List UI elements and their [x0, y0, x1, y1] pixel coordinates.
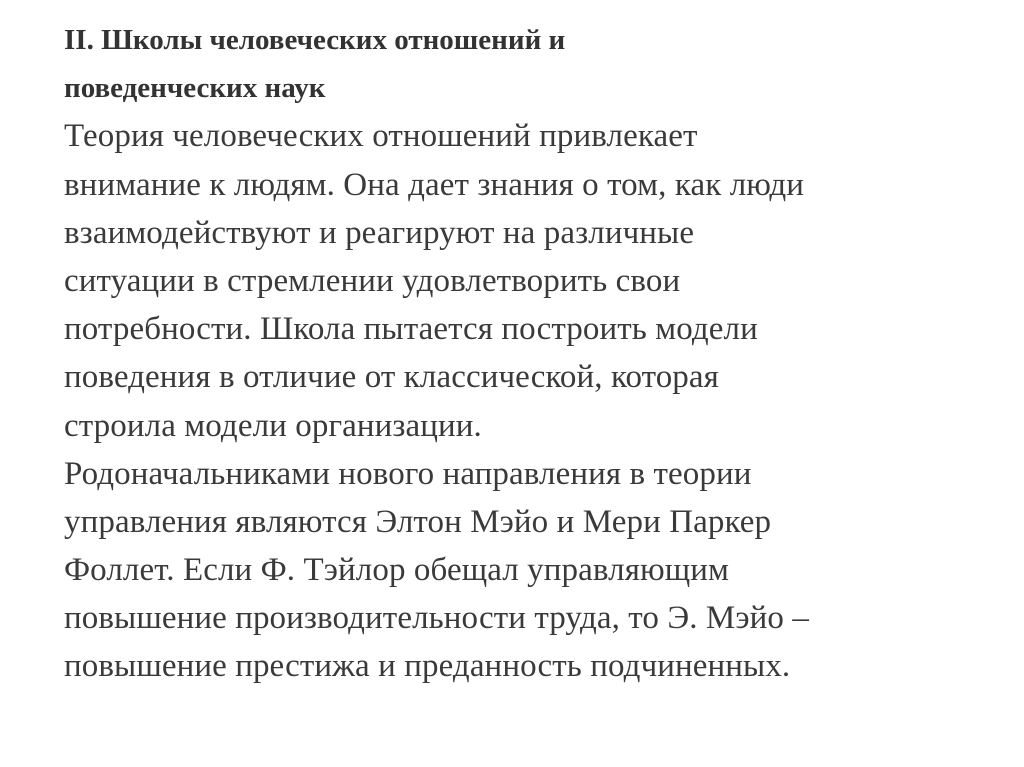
body-line-7: строила модели организации.: [64, 407, 482, 444]
slide-text: [64, 16, 1004, 691]
body-line-2: внимание к людям. Она дает знания о том, как люди: [64, 166, 804, 203]
body-line-5: потребности. Школа пытается построить модели: [64, 311, 758, 348]
body-line-1: Теория человеческих отношений привлекает: [64, 118, 698, 155]
title-line-2: поведенческих наук: [64, 72, 326, 105]
body-line-8: Родоначальниками нового направления в теории: [64, 455, 752, 492]
body-line-11: повышение производительности труда, то Э. Мэйо –: [64, 600, 809, 637]
body-line-12: повышение престижа и преданность подчиненных.: [64, 648, 791, 685]
body-line-9: управления являются Элтон Мэйо и Мери Паркер: [64, 503, 772, 540]
title-line-1: II. Школы человеческих отношений и: [64, 24, 566, 56]
body-line-4: ситуации в стремлении удовлетворить свои: [64, 262, 681, 299]
body-line-3: взаимодействуют и реагируют на различные: [64, 214, 695, 251]
body-line-10: Фоллет. Если Ф. Тэйлор обещал управляющим: [64, 552, 729, 589]
body-line-6: поведения в отличие от классической, которая: [64, 359, 719, 396]
